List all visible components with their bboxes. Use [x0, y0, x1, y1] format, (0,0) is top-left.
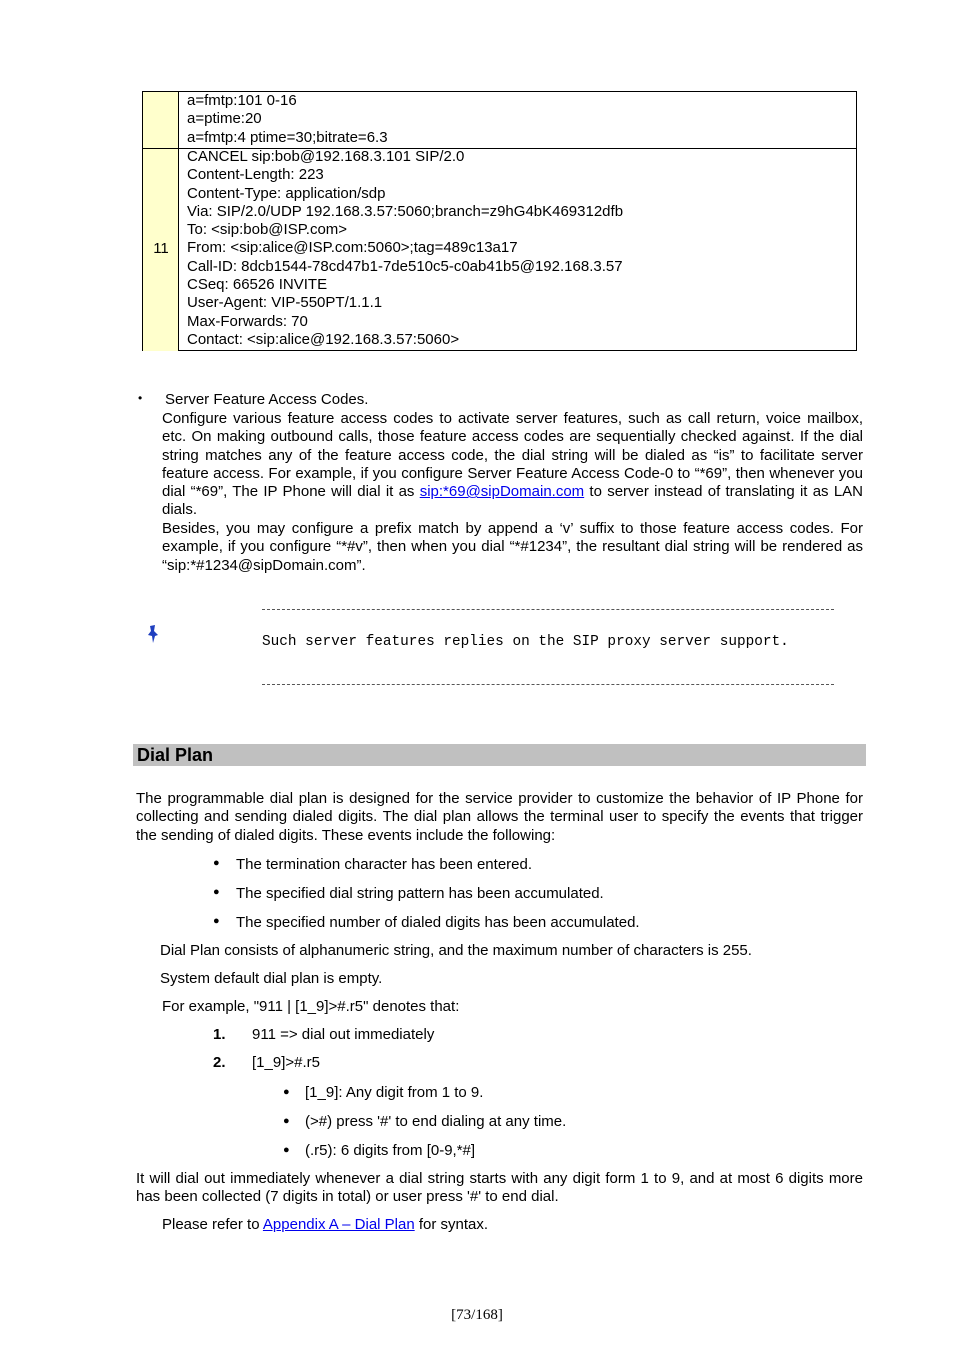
bullet-icon: •	[138, 391, 143, 405]
appendix-link[interactable]: Appendix A – Dial Plan	[262, 1216, 415, 1233]
bullet-icon: ●	[283, 1115, 290, 1127]
list-item: The specified number of dialed digits has been accumulated.	[236, 914, 640, 931]
list-item: The termination character has been entered.	[236, 856, 533, 873]
message-line: Content-Type: application/sdp	[187, 184, 386, 202]
message-line: Contact: <sip:alice@192.168.3.57:5060>	[187, 330, 460, 348]
page-number: [73/168]	[451, 1307, 503, 1323]
bullet-icon: ●	[213, 915, 220, 927]
bullet-icon: ●	[213, 886, 220, 898]
message-line: CANCEL sip:bob@192.168.3.101 SIP/2.0	[187, 148, 465, 165]
row-number: 11	[153, 240, 169, 257]
message-line: a=ptime:20	[187, 110, 262, 128]
message-line: CSeq: 66526 INVITE	[187, 276, 328, 294]
paragraph-text: Configure various feature access codes to activate server features, such as call return, voice mailbox, etc. On making outbound calls, those feature access codes are sequentially checked against. If the dial string matches any of the feature access code, the dial string will be dialed as “is” to facilitate server feature access. For example, if you configure Server Feature Access Code-0 to “*69”, then whenever you dial “*69”, The IP Phone will dial it as	[162, 410, 863, 501]
pushpin-icon	[146, 624, 162, 648]
message-line: Call-ID: 8dcb1544-78cd47b1-7de510c5-c0ab41b5@192.168.3.57	[187, 257, 623, 275]
section-heading-bar	[133, 744, 866, 766]
cancel-message-lines	[187, 148, 623, 349]
message-line: User-Agent: VIP-550PT/1.1.1	[187, 294, 383, 312]
refer-text: for syntax.	[414, 1216, 489, 1233]
sub-list-item: (.r5): 6 digits from [0-9,*#]	[305, 1142, 476, 1159]
section-heading: Dial Plan	[137, 745, 214, 765]
note-top-divider	[262, 609, 834, 610]
dial-plan-intro: The programmable dial plan is designed for the service provider to customize the behavior of IP Phone for collecting and sending dialed digits. The dial plan allows the terminal user to specify the events that trigger the sending of dialed digits. These events include the following:	[136, 790, 863, 844]
row-number-cell	[143, 92, 179, 148]
list-item: [1_9]>#.r5	[252, 1054, 320, 1071]
message-line: Content-Length: 223	[187, 166, 324, 184]
message-line: From: <sip:alice@ISP.com:5060>;tag=489c13a17	[187, 239, 518, 257]
message-line: a=fmtp:4 ptime=30;bitrate=6.3	[187, 128, 388, 146]
explanation-paragraph: It will dial out immediately whenever a dial string starts with any digit form 1 to 9, and at most 6 digits more has been collected (7 digits in total) or user press '#' to end dial.	[136, 1170, 863, 1206]
sub-list-item: (>#) press '#' to end dialing at any time.	[305, 1113, 567, 1130]
bullet-icon: ●	[283, 1086, 290, 1098]
server-codes-heading: Server Feature Access Codes.	[165, 391, 369, 408]
list-item: 911 => dial out immediately	[252, 1026, 435, 1043]
refer-text: Please refer to	[162, 1216, 263, 1233]
body-line: Dial Plan consists of alphanumeric string, and the maximum number of characters is 255.	[160, 942, 752, 959]
sub-list-item: [1_9]: Any digit from 1 to 9.	[305, 1084, 484, 1101]
note-bottom-divider	[262, 684, 834, 685]
sdp-lines	[187, 92, 388, 147]
bullet-icon: ●	[213, 857, 220, 869]
sip-uri-link[interactable]: sip:*69@sipDomain.com	[419, 483, 585, 501]
sip-message-table	[142, 91, 857, 351]
list-number: 1.	[213, 1026, 226, 1043]
list-number: 2.	[213, 1054, 226, 1071]
message-line: a=fmtp:101 0-16	[187, 92, 297, 109]
body-line: System default dial plan is empty.	[160, 970, 383, 987]
refer-line	[162, 1216, 488, 1234]
bullet-icon: ●	[283, 1144, 290, 1156]
list-item: The specified dial string pattern has been accumulated.	[236, 885, 604, 902]
message-line: Max-Forwards: 70	[187, 312, 308, 330]
prefix-match-paragraph: Besides, you may configure a prefix match by append a ‘v’ suffix to those feature access codes. For example, if you configure “*#v”, then when you dial “*#1234”, the resultant dial string will be rendered as “sip:*#1234@sipDomain.com”.	[162, 520, 863, 574]
server-codes-paragraph	[162, 410, 863, 520]
body-line: For example, "911 | [1_9]>#.r5" denotes that:	[162, 998, 460, 1015]
note-text: Such server features replies on the SIP proxy server support.	[262, 634, 789, 650]
paragraph-text: to server instead of translating it as LAN dials.	[162, 483, 863, 519]
message-line: To: <sip:bob@ISP.com>	[187, 221, 348, 239]
message-line: Via: SIP/2.0/UDP 192.168.3.57:5060;branch=z9hG4bK469312dfb	[187, 202, 624, 220]
